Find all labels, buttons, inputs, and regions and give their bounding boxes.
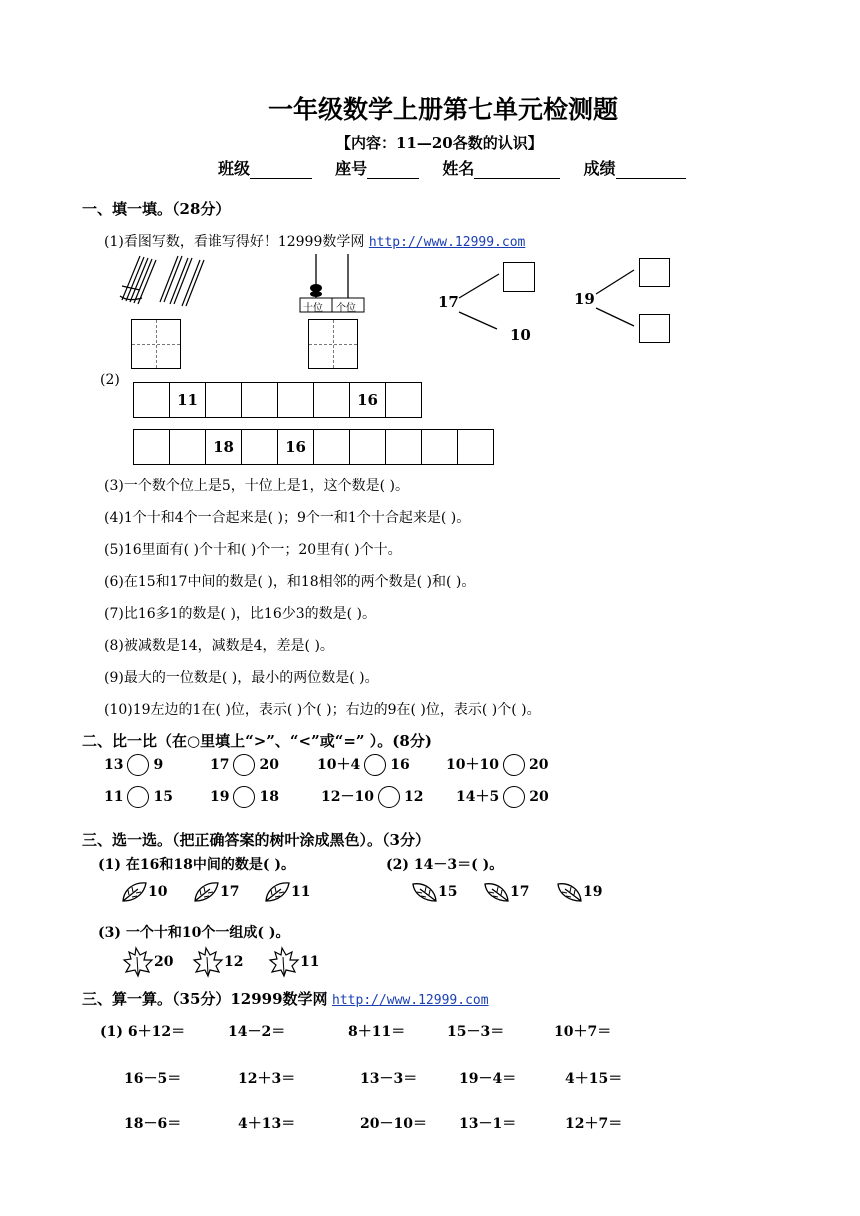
calc-item: 10＋7＝: [554, 1024, 612, 1040]
number-cell[interactable]: 11: [169, 382, 206, 418]
leaf-option[interactable]: 17: [482, 880, 529, 904]
section3-heading: 三、选一选。（把正确答案的树叶涂成黑色）。（3分）: [82, 831, 430, 849]
compare-item: 10＋4 16: [317, 754, 410, 776]
choice-q3: (3) 一个十和10个一组成( )。: [98, 925, 290, 941]
split1-box[interactable]: [503, 262, 535, 292]
leaf-option[interactable]: 15: [410, 880, 457, 904]
leaf-option[interactable]: 12: [192, 946, 243, 978]
tens-label: 十位: [303, 303, 323, 314]
section1-heading: 一、填一填。（28分）: [82, 200, 231, 218]
question-7: (7)比16多1的数是( )，比16少3的数是( )。: [104, 606, 377, 622]
question-5: (5)16里面有( )个十和( )个一；20里有( )个十。: [104, 542, 402, 558]
question-10: (10)19左边的1在( )位，表示( )个( )；右边的9在( )位，表示( )个( )。: [104, 702, 541, 718]
section4-heading: 三、算一算。（35分）12999数学网: [82, 990, 328, 1008]
website-link[interactable]: http://www.12999.com: [368, 235, 526, 250]
calc-item: 14－2＝: [228, 1024, 286, 1040]
maple-leaf-icon: [122, 946, 154, 978]
compare-item: 14＋5 20: [456, 786, 549, 808]
number-cell[interactable]: [133, 382, 170, 418]
compare-circle[interactable]: [503, 786, 525, 808]
calc-item: 20－10＝: [360, 1116, 427, 1132]
calc-item: 12＋3＝: [238, 1071, 296, 1087]
number-cell[interactable]: [421, 429, 458, 465]
number-cell[interactable]: 18: [205, 429, 242, 465]
leaf-icon: [482, 880, 510, 904]
question-8: (8)被减数是14，减数是4，差是( )。: [104, 638, 334, 654]
ones-label: 个位: [336, 303, 356, 314]
compare-circle[interactable]: [233, 754, 255, 776]
leaf-option[interactable]: 11: [263, 880, 310, 904]
score-label: 成绩: [583, 159, 616, 178]
leaf-option[interactable]: 11: [268, 946, 319, 978]
number-cell[interactable]: [133, 429, 170, 465]
calc-item: 19－4＝: [459, 1071, 517, 1087]
compare-circle[interactable]: [364, 754, 386, 776]
q2-label: (2): [100, 372, 120, 388]
number-cell[interactable]: [385, 382, 422, 418]
calc-item: 16－5＝: [124, 1071, 182, 1087]
choice-q2: (2) 14－3＝( )。: [386, 857, 504, 873]
number-cell[interactable]: [169, 429, 206, 465]
compare-circle[interactable]: [233, 786, 255, 808]
compare-item: 17 20: [210, 754, 279, 776]
leaf-icon: [120, 880, 148, 904]
number-cell[interactable]: [241, 382, 278, 418]
split2-box-bottom[interactable]: [639, 314, 670, 343]
answer-grid-1[interactable]: [131, 319, 181, 369]
calc-item: 18－6＝: [124, 1116, 182, 1132]
number-cell[interactable]: [349, 429, 386, 465]
calc-item: 4＋13＝: [238, 1116, 296, 1132]
split1-part: 10: [510, 326, 531, 344]
question-6: (6)在15和17中间的数是( )，和18相邻的两个数是( )和( )。: [104, 574, 476, 590]
compare-item: 19 18: [210, 786, 279, 808]
number-cell[interactable]: [457, 429, 494, 465]
number-cell[interactable]: 16: [349, 382, 386, 418]
answer-grid-2[interactable]: [308, 319, 358, 369]
compare-item: 10＋10 20: [446, 754, 548, 776]
q1-text: (1)看图写数，看谁写得好！12999数学网: [104, 234, 365, 250]
leaf-icon: [192, 880, 220, 904]
split1-total: 17: [438, 293, 459, 311]
number-cell[interactable]: [313, 429, 350, 465]
number-row-1: [133, 382, 421, 418]
section2-heading: 二、比一比（在○里填上“>”、“<”或“=” ）。(8分): [82, 732, 432, 750]
calc-item: 13－1＝: [459, 1116, 517, 1132]
question-4: (4)1个十和4个一合起来是( )；9个一和1个十合起来是( )。: [104, 510, 471, 526]
compare-circle[interactable]: [127, 786, 149, 808]
class-field[interactable]: [250, 162, 312, 179]
calc-item: (1) 6＋12＝: [100, 1024, 186, 1040]
subtitle: 【内容：11—20各数的认识】: [336, 134, 543, 152]
leaf-option[interactable]: 10: [120, 880, 167, 904]
calc-item: 12＋7＝: [565, 1116, 623, 1132]
compare-circle[interactable]: [378, 786, 400, 808]
number-cell[interactable]: 16: [277, 429, 314, 465]
sticks-picture: [118, 250, 208, 310]
score-field[interactable]: [616, 162, 686, 179]
maple-leaf-icon: [192, 946, 224, 978]
name-label: 姓名: [442, 159, 475, 178]
number-cell[interactable]: [205, 382, 242, 418]
seat-label: 座号: [335, 159, 368, 178]
leaf-icon: [410, 880, 438, 904]
class-label: 班级: [218, 159, 251, 178]
number-cell[interactable]: [313, 382, 350, 418]
leaf-option[interactable]: 20: [122, 946, 173, 978]
compare-circle[interactable]: [127, 754, 149, 776]
question-3: (3)一个数个位上是5，十位上是1，这个数是( )。: [104, 478, 410, 494]
maple-leaf-icon: [268, 946, 300, 978]
compare-item: 11 15: [104, 786, 173, 808]
leaf-option[interactable]: 17: [192, 880, 239, 904]
name-field[interactable]: [474, 162, 560, 179]
split2-lines: [592, 262, 642, 334]
number-cell[interactable]: [385, 429, 422, 465]
leaf-option[interactable]: 19: [555, 880, 602, 904]
website-link[interactable]: http://www.12999.com: [332, 993, 489, 1008]
calc-item: 13－3＝: [360, 1071, 418, 1087]
compare-item: 12－10 12: [321, 786, 423, 808]
number-cell[interactable]: [277, 382, 314, 418]
q1-line: [104, 231, 525, 251]
calc-item: 15－3＝: [447, 1024, 505, 1040]
compare-circle[interactable]: [503, 754, 525, 776]
calc-item: 8＋11＝: [348, 1024, 406, 1040]
leaf-icon: [555, 880, 583, 904]
choice-q1: (1) 在16和18中间的数是( )。: [98, 857, 295, 873]
number-row-2: [133, 429, 493, 465]
split2-box-top[interactable]: [639, 258, 670, 287]
compare-item: 13 9: [104, 754, 163, 776]
split2-total: 19: [574, 290, 595, 308]
info-line: [218, 156, 686, 179]
section4-heading-line: [82, 988, 489, 1009]
calc-item: 4＋15＝: [565, 1071, 623, 1087]
seat-field[interactable]: [367, 162, 419, 179]
leaf-icon: [263, 880, 291, 904]
page-title: 一年级数学上册第七单元检测题: [268, 95, 619, 124]
question-9: (9)最大的一位数是( )，最小的两位数是( )。: [104, 670, 379, 686]
number-cell[interactable]: [241, 429, 278, 465]
